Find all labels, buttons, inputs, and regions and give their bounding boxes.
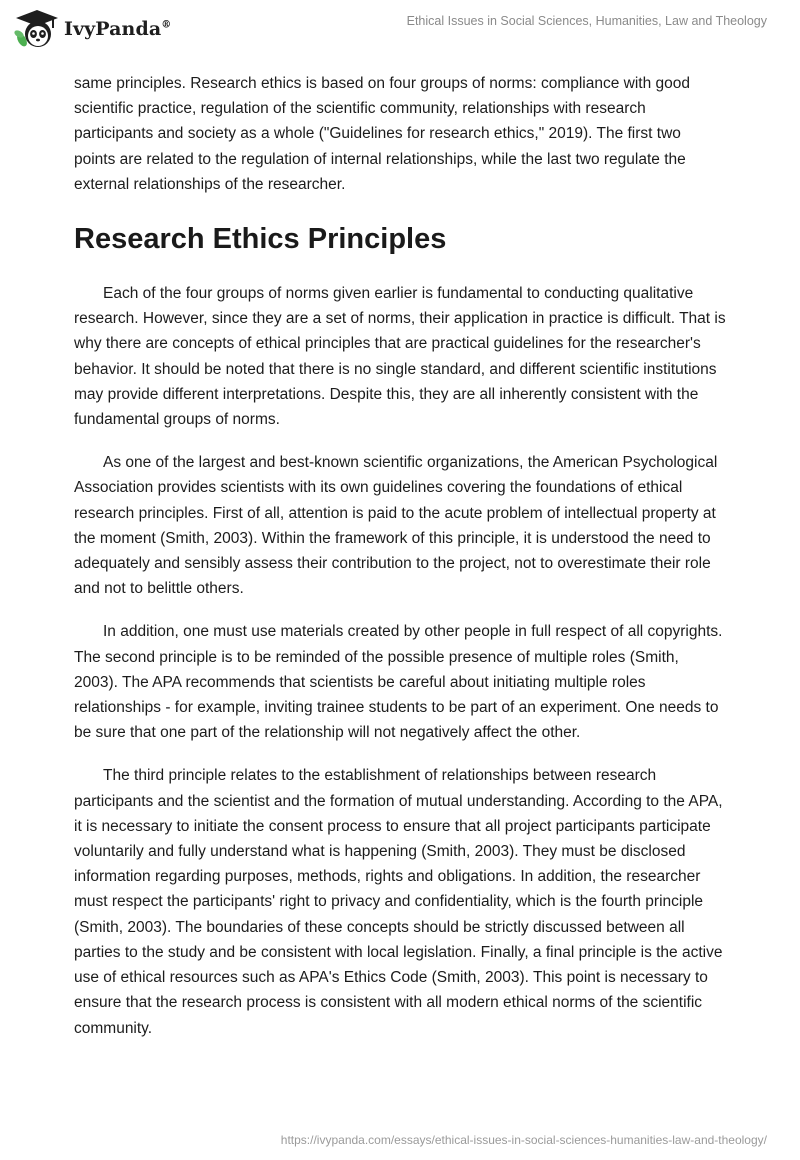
source-url[interactable]: https://ivypanda.com/essays/ethical-issues-in-social-sciences-humanities-law-and-theology/ [280,1133,767,1147]
panda-icon [14,8,60,50]
paragraph-1: Each of the four groups of norms given earlier is fundamental to conducting qualitative research. However, since they are a set of norms, their application in practice is difficult. That is why there are concepts of ethical principles that are practical guidelines for the researcher's behavior. It should be noted that there is no single standard, and different scientific institutions may provide different interpretations. Despite this, they are all inherently consistent with the fundamental groups of norms. [74,285,726,429]
logo-text: IvyPanda® [64,18,172,40]
section-heading: Research Ethics Principles [74,223,447,256]
document-title: Ethical Issues in Social Sciences, Humanities, Law and Theology [406,14,767,28]
intro-paragraph: same principles. Research ethics is based on four groups of norms: compliance with good scientific practice, regulation of the scientific community, relationships with research participants and society as a whole ("Guidelines for research ethics," 2019). The first two points are related to the regulation of internal relationships, while the last two regulate the external relationships of the researcher. [74,75,691,193]
paragraph-4: The third principle relates to the establishment of relationships between research participants and the scientist and the formation of mutual understanding. According to the APA, it is necessary to initiate the consent process to ensure that all project participants participate voluntarily and fully understand what is happening (Smith, 2003). They must be disclosed information regarding purposes, methods, rights and obligations. In addition, the researcher must respect the participants' right to privacy and confidentiality, which is the fourth principle (Smith, 2003). The boundaries of these concepts should be strictly discussed between all parties to the study and be consistent with local legislation. Finally, a final principle is the active use of ethical resources such as APA's Ethics Code (Smith, 2003). This point is necessary to ensure that the research process is consistent with all modern ethical norms of the scientific community. [74,767,723,1037]
ivypanda-logo[interactable] [14,8,171,50]
registered-mark: ® [161,19,172,31]
page-header [0,0,800,64]
paragraph-2: As one of the largest and best-known scientific organizations, the American Psychological Association provides scientists with its own guidelines covering the foundations of ethical research principles. First of all, attention is paid to the acute problem of intellectual property at the moment (Smith, 2003). Within the framework of this principle, it is understood the need to adequately and sensibly assess their contribution to the project, not to overestimate their role and not to belittle others. [74,454,718,598]
paragraph-3: In addition, one must use materials created by other people in full respect of all copyrights. The second principle is to be reminded of the possible presence of multiple roles (Smith, 2003). The APA recommends that scientists be careful about initiating multiple roles relationships - for example, inviting trainee students to be part of an experiment. One needs to be sure that one part of the relationship will not negatively affect the other. [74,623,723,742]
essay-content [74,71,726,1059]
